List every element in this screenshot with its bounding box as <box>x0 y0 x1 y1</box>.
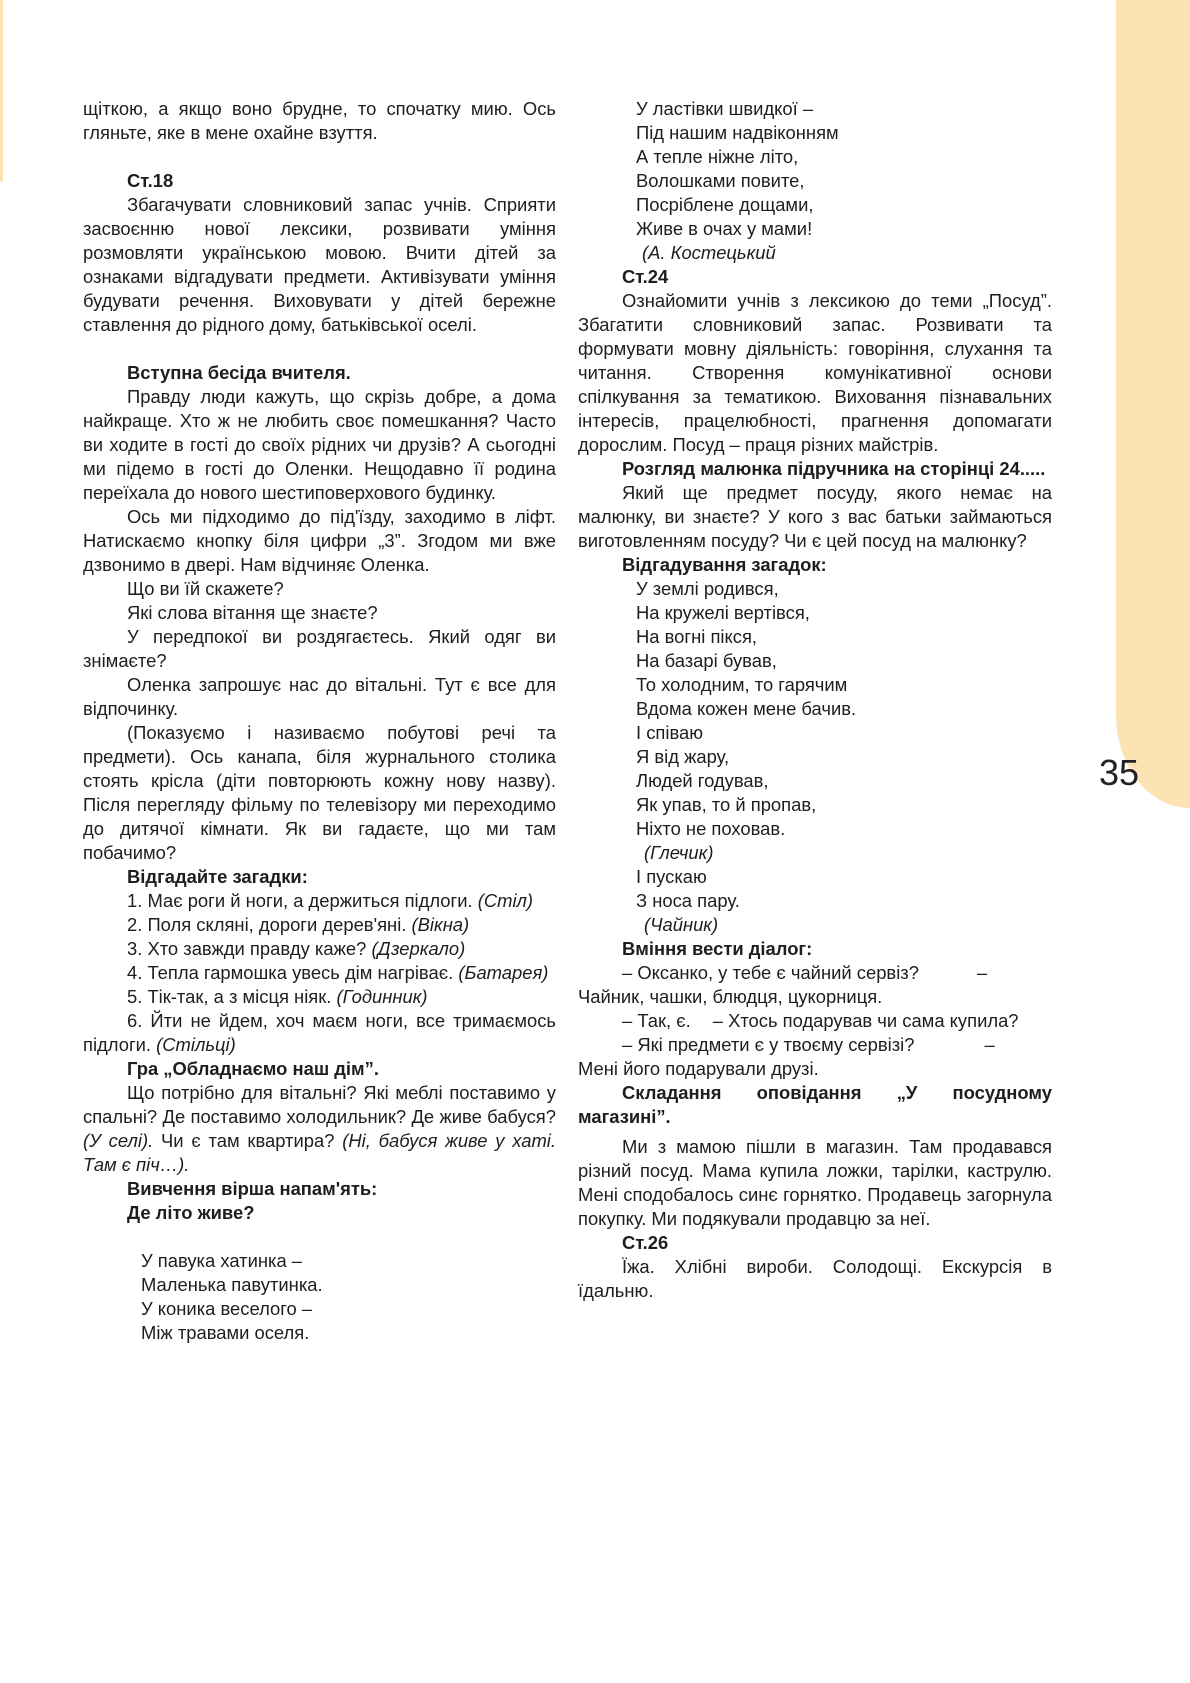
heading-dialog: Вміння вести діалог: <box>622 938 813 959</box>
heading-riddles: Відгадайте загадки: <box>127 866 308 887</box>
riddle-line: І співаю <box>636 722 704 743</box>
page-corner-tab <box>1116 0 1190 808</box>
riddle-1: 1. Має роги й ноги, а держиться підлоги. (Стіл) <box>127 890 534 911</box>
page-number: 35 <box>1099 752 1140 793</box>
paragraph-story: Ми з мамою пішли в магазин. Там продавався різний посуд. Мама купила ложки, тарілки, каструлю. Мені сподобалось синє горнятко. Продавець загорнула покупку. Ми подякували продавцю за неї. <box>578 1136 1052 1229</box>
riddle-6: 6. Йти не йдем, хоч маєм ноги, все тримаємось підлоги. (Стільці) <box>83 1010 556 1055</box>
riddle-answer-jug: (Глечик) <box>644 842 714 863</box>
dialog-line-4: – Які предмети є у твоєму сервізі? – <box>622 1034 995 1055</box>
riddle-line: На базарі бував, <box>636 650 777 671</box>
poem-line: Живе в очах у мами! <box>636 218 813 239</box>
paragraph-intro-1: Правду люди кажуть, що скрізь добре, а дома найкраще. Хто ж не любить своє помешкання? Часто ви ходите в гості до своїх рідних чи друзів? А сьогодні ми підемо в гості до Оленки. Нещодавно її родина переїхала до нового шестиповерхового будинку. <box>83 386 556 503</box>
riddle-verse-2 <box>578 865 1052 913</box>
poem-line: Волошками повите, <box>636 170 805 191</box>
riddle-5: 5. Тік-так, а з місця ніяк. (Годинник) <box>127 986 428 1007</box>
right-column <box>578 97 1052 1303</box>
paragraph-st26: Їжа. Хлібні вироби. Солодощі. Екскурсія в їдальню. <box>578 1256 1052 1301</box>
dialog-line-3: – Так, є. – Хтось подарував чи сама купила? <box>622 1010 1019 1031</box>
riddle-line: На кружелі вертівся, <box>636 602 810 623</box>
poem-author: (А. Костецький <box>642 242 776 263</box>
riddle-line: Ніхто не поховав. <box>636 818 786 839</box>
question-1: Що ви їй скажете? <box>127 578 284 599</box>
poem-stanza-1 <box>83 1249 556 1345</box>
heading-intro-talk: Вступна бесіда вчителя. <box>127 362 351 383</box>
left-edge-accent <box>0 0 3 182</box>
poem-line: А тепле ніжне літо, <box>636 146 799 167</box>
dialog-line-2: Чайник, чашки, блюдця, цукорниця. <box>578 986 883 1007</box>
riddle-line: З носа пару. <box>636 890 740 911</box>
riddle-answer-kettle: (Чайник) <box>644 914 719 935</box>
paragraph-game: Що потрібно для вітальні? Які меблі поставимо у спальні? Де поставимо холодильник? Де живе бабуся? (У селі). Чи є там квартира? (Ні, бабуся живе у хаті. Там є піч…). <box>83 1082 556 1175</box>
paragraph-st24: Ознайомити учнів з лексикою до теми „Посуд”. Збагатити словниковий запас. Розвивати та формувати мовну діяльність: говоріння, слухання та читання. Створення комунікативної основи спілкування за тематикою. Виховання пізнавальних інтересів, працелюбності, прагнення допомагати дорослим. Посуд – праця різних майстрів. <box>578 290 1052 455</box>
question-4: Оленка запрошує нас до вітальні. Тут є все для відпочинку. <box>83 674 556 719</box>
poem-stanza-2 <box>578 97 1052 241</box>
heading-story: Складання оповідання „У посудному магазині”. <box>578 1082 1052 1127</box>
riddle-2: 2. Поля скляні, дороги дерев'яні. (Вікна) <box>127 914 470 935</box>
poem-line: Під нашим надвіконням <box>636 122 839 143</box>
riddle-verse <box>578 577 1052 841</box>
heading-riddles-2: Відгадування загадок: <box>622 554 827 575</box>
riddle-line: То холодним, то гарячим <box>636 674 848 695</box>
left-column <box>83 97 556 1345</box>
poem-line: У коника веселого – <box>141 1298 313 1319</box>
riddle-line: Людей годував, <box>636 770 769 791</box>
paragraph-st18: Збагачувати словниковий запас учнів. Сприяти засвоєнню нової лексики, розвивати уміння розмовляти українською мовою. Вчити дітей за ознаками відгадувати предмети. Активізувати уміння будувати речення. Виховувати у дітей бережне ставлення до рідного дому, батьківської оселі. <box>83 194 556 335</box>
riddle-line: Як упав, то й пропав, <box>636 794 817 815</box>
question-3: У передпокої ви роздягаєтесь. Який одяг ви знімаєте? <box>83 626 556 671</box>
paragraph-picture-review: Який ще предмет посуду, якого немає на малюнку, ви знаєте? У кого з вас батьки займаються виготовленням посуду? Чи є цей посуд на малюнку? <box>578 482 1052 551</box>
riddle-line: Я від жару, <box>636 746 730 767</box>
heading-poem-learning: Вивчення вірша напам'ять: <box>127 1178 378 1199</box>
dialog-line-1: – Оксанко, у тебе є чайний сервіз? – <box>622 962 988 983</box>
heading-st26: Ст.26 <box>622 1232 669 1253</box>
heading-picture-review: Розгляд малюнка підручника на сторінці 24..... <box>622 458 1046 479</box>
poem-line: У ластівки швидкої – <box>636 98 814 119</box>
riddle-line: На вогні пікся, <box>636 626 758 647</box>
paragraph-intro-2: Ось ми підходимо до під'їзду, заходимо в ліфт. Натискаємо кнопку біля цифри „3”. Згодом ми вже дзвонимо в двері. Нам відчиняє Оленка. <box>83 506 556 575</box>
heading-st18: Ст.18 <box>127 170 174 191</box>
poem-line: У павука хатинка – <box>141 1250 303 1271</box>
riddle-line: Вдома кожен мене бачив. <box>636 698 857 719</box>
riddle-3: 3. Хто завжди правду каже? (Дзеркало) <box>127 938 466 959</box>
poem-line: Посріблене дощами, <box>636 194 814 215</box>
riddle-line: У землі родився, <box>636 578 779 599</box>
question-5: (Показуємо і називаємо побутові речі та предмети). Ось канапа, біля журнального столика стоять крісла (діти повторюють кожну нову назву). Після перегляду фільму по телевізору ми переходимо до дитячої кімнати. Як ви гадаєте, що ми там побачимо? <box>83 722 556 863</box>
riddle-4: 4. Тепла гармошка увесь дім нагріває. (Батарея) <box>127 962 549 983</box>
dialog-line-5: Мені його подарували друзі. <box>578 1058 819 1079</box>
poem-line: Між травами оселя. <box>141 1322 310 1343</box>
heading-poem-title: Де літо живе? <box>127 1202 255 1223</box>
poem-line: Маленька павутинка. <box>141 1274 323 1295</box>
heading-st24: Ст.24 <box>622 266 669 287</box>
heading-game: Гра „Обладнаємо наш дім”. <box>127 1058 379 1079</box>
question-2: Які слова вітання ще знаєте? <box>127 602 378 623</box>
riddle-line: І пускаю <box>636 866 707 887</box>
paragraph-intro-continuation: щіткою, а якщо воно брудне, то спочатку мию. Ось гляньте, яке в мене охайне взуття. <box>83 98 556 143</box>
